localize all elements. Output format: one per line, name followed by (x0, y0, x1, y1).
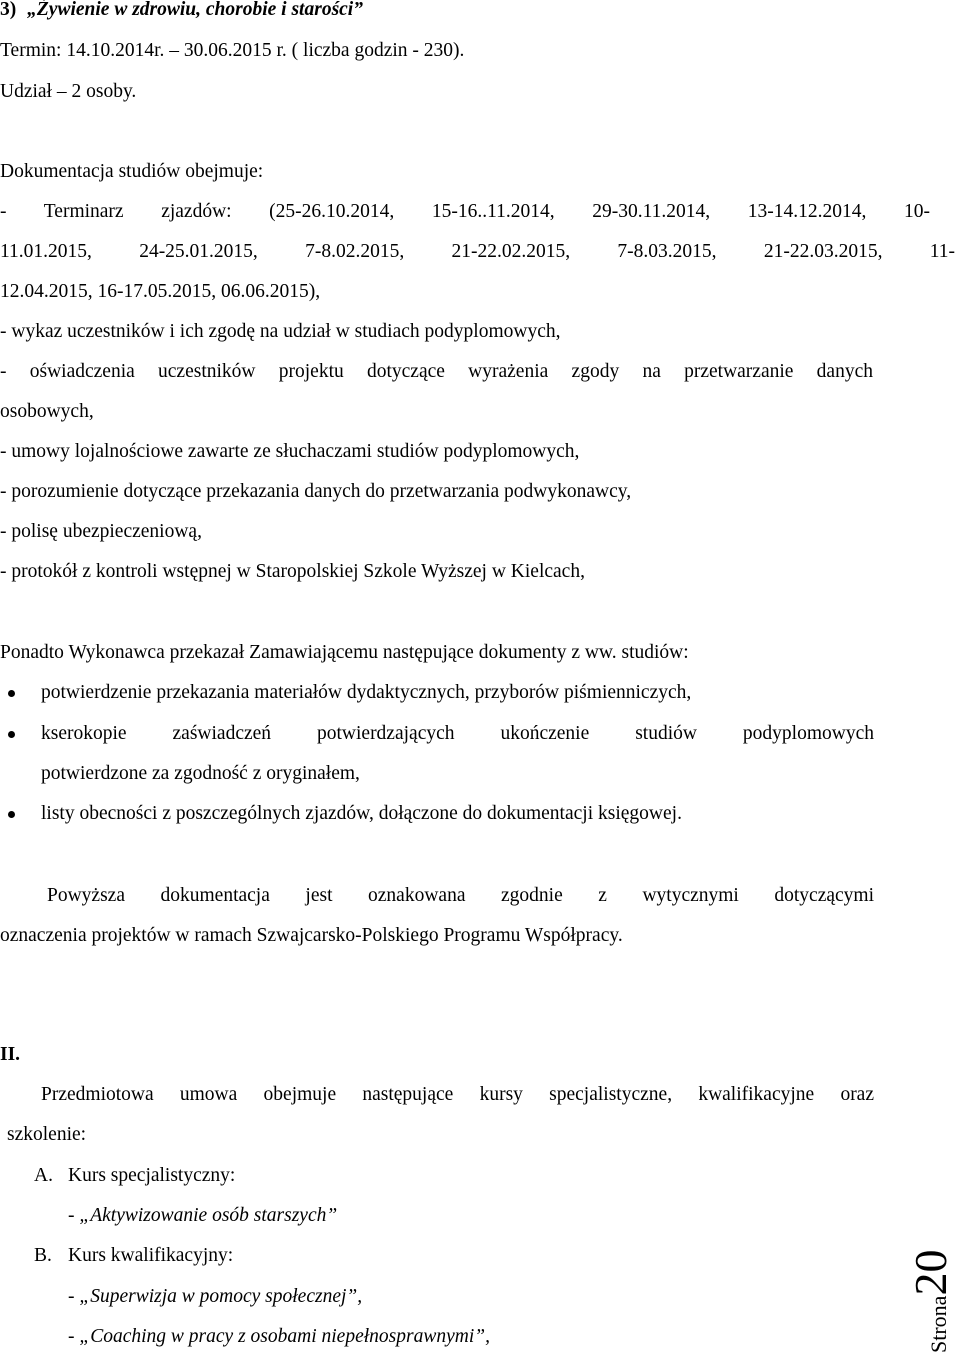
section-number: 3) (0, 0, 17, 20)
course-b-item: - „Coaching w pracy z osobami niepełnosprawnymi”, (68, 1326, 490, 1347)
section-intro-line: szkolenie: (7, 1124, 87, 1145)
course-a-item: - „Aktywizowanie osób starszych” (68, 1205, 338, 1226)
course-b-label: B. (34, 1245, 52, 1266)
page-number (904, 1240, 960, 1353)
additional-docs-intro: Ponadto Wykonawca przekazał Zamawiającemu następujące dokumenty z ww. studiów: (0, 642, 689, 663)
list-item-continuation: potwierdzone za zgodność z oryginałem, (41, 763, 360, 784)
bullet-icon (8, 690, 15, 697)
doc-line: - umowy lojalnościowe zawarte ze słuchaczami studiów podyplomowych, (0, 441, 580, 462)
doc-line: - porozumienie dotyczące przekazania danych do przetwarzania podwykonawcy, (0, 481, 632, 502)
doc-line: - polisę ubezpieczeniową, (0, 521, 202, 542)
list-item: listy obecności z poszczególnych zjazdów, dołączone do dokumentacji księgowej. (41, 803, 682, 824)
bullet-icon (8, 811, 15, 818)
participation-line: Udział – 2 osoby. (0, 81, 137, 102)
section-heading: II. (0, 1044, 21, 1065)
course-b-item: - „Superwizja w pomocy społecznej”, (68, 1286, 363, 1307)
section-intro-line: Przedmiotowa umowa obejmuje następujące kursy specjalistyczne, kwalifikacyjne oraz (41, 1084, 874, 1105)
list-item: kserokopie zaświadczeń potwierdzających ukończenie studiów podyplomowych (41, 723, 874, 744)
page-number-word: Strona (926, 1295, 951, 1353)
documentation-intro: Dokumentacja studiów obejmuje: (0, 161, 264, 182)
section-heading (0, 0, 363, 23)
marking-paragraph-line: Powyższa dokumentacja jest oznakowana zgodnie z wytycznymi dotyczącymi (47, 885, 874, 906)
course-b-title: Kurs kwalifikacyjny: (68, 1245, 234, 1266)
doc-line: - Terminarz zjazdów: (25-26.10.2014, 15-16..11.2014, 29-30.11.2014, 13-14.12.2014, 10- (0, 201, 930, 222)
doc-line: - wykaz uczestników i ich zgodę na udział w studiach podyplomowych, (0, 321, 561, 342)
doc-line: osobowych, (0, 401, 94, 422)
list-item: potwierdzenie przekazania materiałów dydaktycznych, przyborów piśmienniczych, (41, 682, 692, 703)
section-title: „Żywienie w zdrowiu, chorobie i starości” (27, 0, 363, 20)
doc-line: - oświadczenia uczestników projektu dotyczące wyrażenia zgody na przetwarzanie danych (0, 361, 873, 382)
course-a-title: Kurs specjalistyczny: (68, 1165, 236, 1186)
doc-line: - protokół z kontroli wstępnej w Staropolskiej Szkole Wyższej w Kielcach, (0, 561, 585, 582)
term-line: Termin: 14.10.2014r. – 30.06.2015 r. ( liczba godzin - 230). (0, 40, 465, 61)
doc-line: 12.04.2015, 16-17.05.2015, 06.06.2015), (0, 281, 321, 302)
marking-paragraph-line: oznaczenia projektów w ramach Szwajcarsko-Polskiego Programu Współpracy. (0, 925, 623, 946)
page-number-value: 20 (905, 1249, 956, 1296)
course-a-label: A. (34, 1165, 53, 1186)
doc-line: 11.01.2015, 24-25.01.2015, 7-8.02.2015, 21-22.02.2015, 7-8.03.2015, 21-22.03.2015, 11- (0, 241, 955, 262)
bullet-icon (8, 731, 15, 738)
